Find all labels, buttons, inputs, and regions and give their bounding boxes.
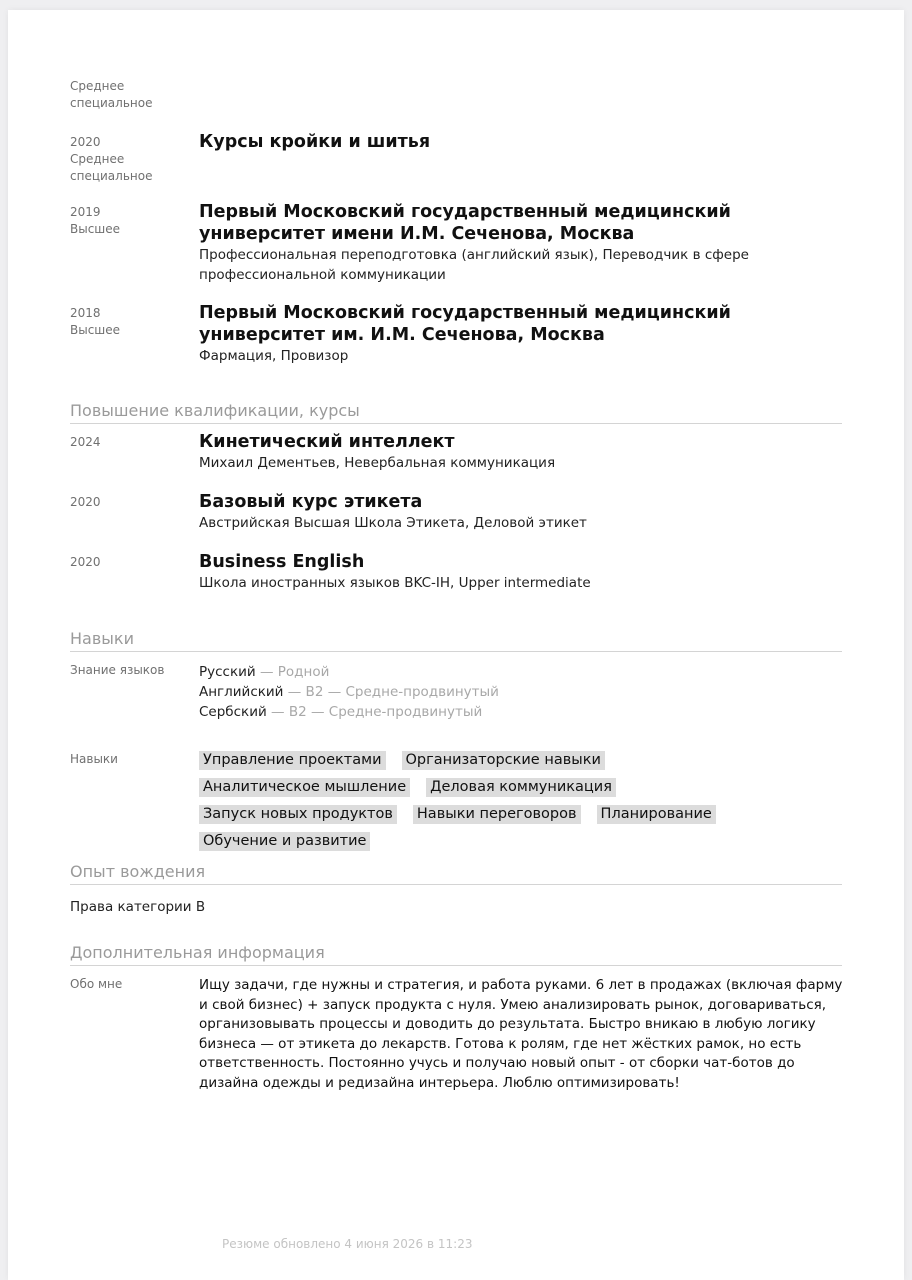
course-details: Австрийская Высшая Школа Этикета, Деловой этикет — [199, 515, 587, 531]
language-name: Английский — [199, 684, 284, 700]
skill-tag: Деловая коммуникация — [426, 778, 616, 797]
education-entry — [70, 204, 842, 305]
education-title: Первый Московский государственный медицинский университет им. И.М. Сеченова, Москва — [199, 303, 731, 345]
education-meta — [70, 134, 199, 204]
education-entry — [70, 78, 842, 134]
education-title: Курсы кройки и шитья — [199, 132, 431, 152]
course-title: Business English — [199, 552, 365, 572]
language-level: — B2 — Средне-продвинутый — [283, 684, 499, 700]
skill-tag: Навыки переговоров — [413, 805, 581, 824]
skill-tags — [199, 751, 839, 859]
languages-label: Знание языков — [70, 663, 165, 677]
skill-tag: Аналитическое мышление — [199, 778, 410, 797]
language-item — [199, 662, 842, 682]
additional-section-title: Дополнительная информация — [70, 943, 842, 966]
language-level: — Родной — [255, 664, 330, 680]
course-entry — [70, 494, 842, 554]
education-meta — [70, 204, 199, 305]
language-level: — B2 — Средне-продвинутый — [266, 704, 483, 720]
course-title: Базовый курс этикета — [199, 492, 423, 512]
skills-block — [70, 751, 842, 862]
education-details: Профессиональная переподготовка (английский язык), Переводчик в сфере профессиональной коммуникации — [199, 247, 749, 283]
language-item — [199, 702, 842, 722]
driving-section-title: Опыт вождения — [70, 862, 842, 885]
language-name: Русский — [199, 664, 256, 680]
education-level: Высшее — [70, 222, 121, 236]
education-meta — [70, 305, 199, 401]
course-year: 2020 — [70, 555, 101, 569]
skills-section-title: Навыки — [70, 629, 842, 652]
about-label: Обо мне — [70, 977, 123, 991]
skill-tag: Организаторские навыки — [402, 751, 605, 770]
skills-label: Навыки — [70, 752, 118, 766]
language-item — [199, 682, 842, 702]
education-details: Фармация, Провизор — [199, 348, 349, 364]
education-level: Высшее — [70, 323, 121, 337]
resume-updated-footer: Резюме обновлено 4 июня 2026 в 11:23 — [222, 1237, 473, 1251]
education-title: Первый Московский государственный медицинский университет имени И.М. Сеченова, Москва — [199, 202, 731, 244]
course-details: Школа иностранных языков BKC-IH, Upper intermediate — [199, 575, 591, 591]
course-title: Кинетический интеллект — [199, 432, 455, 452]
education-meta — [70, 78, 199, 134]
education-year: 2018 — [70, 306, 101, 320]
education-level: Среднее специальное — [70, 79, 153, 110]
language-name: Сербский — [199, 704, 267, 720]
course-entry — [70, 434, 842, 494]
skill-tag: Планирование — [597, 805, 716, 824]
courses-section-title: Повышение квалификации, курсы — [70, 401, 842, 424]
education-year: 2019 — [70, 205, 101, 219]
education-level: Среднее специальное — [70, 152, 153, 183]
education-entry — [70, 134, 842, 204]
about-block — [70, 976, 842, 1094]
skill-tag: Обучение и развитие — [199, 832, 370, 851]
resume-page — [8, 10, 904, 1280]
education-entry — [70, 305, 842, 401]
skill-tag: Запуск новых продуктов — [199, 805, 397, 824]
skill-tag: Управление проектами — [199, 751, 386, 770]
course-entry — [70, 554, 842, 629]
about-text: Ищу задачи, где нужны и стратегия, и работа руками. 6 лет в продажах (включая фарму и свой бизнес) + запуск продукта с нуля. Умею анализировать рынок, договариваться, организовывать процессы и доводить до результата. Быстро вникаю в любую логику бизнеса — от этикета до лекарств. Готова к ролям, где нет жёстких рамок, но есть ответственность. Постоянно учусь и получаю новый опыт - от сборки чат-ботов до дизайна одежды и редизайна интерьера. Люблю оптимизировать! — [199, 977, 843, 1091]
course-year: 2020 — [70, 495, 101, 509]
resume-content — [70, 78, 842, 1094]
languages-block — [70, 662, 842, 751]
driving-license: Права категории B — [70, 899, 206, 915]
course-details: Михаил Дементьев, Невербальная коммуникация — [199, 455, 556, 471]
education-year: 2020 — [70, 135, 101, 149]
course-year: 2024 — [70, 435, 101, 449]
